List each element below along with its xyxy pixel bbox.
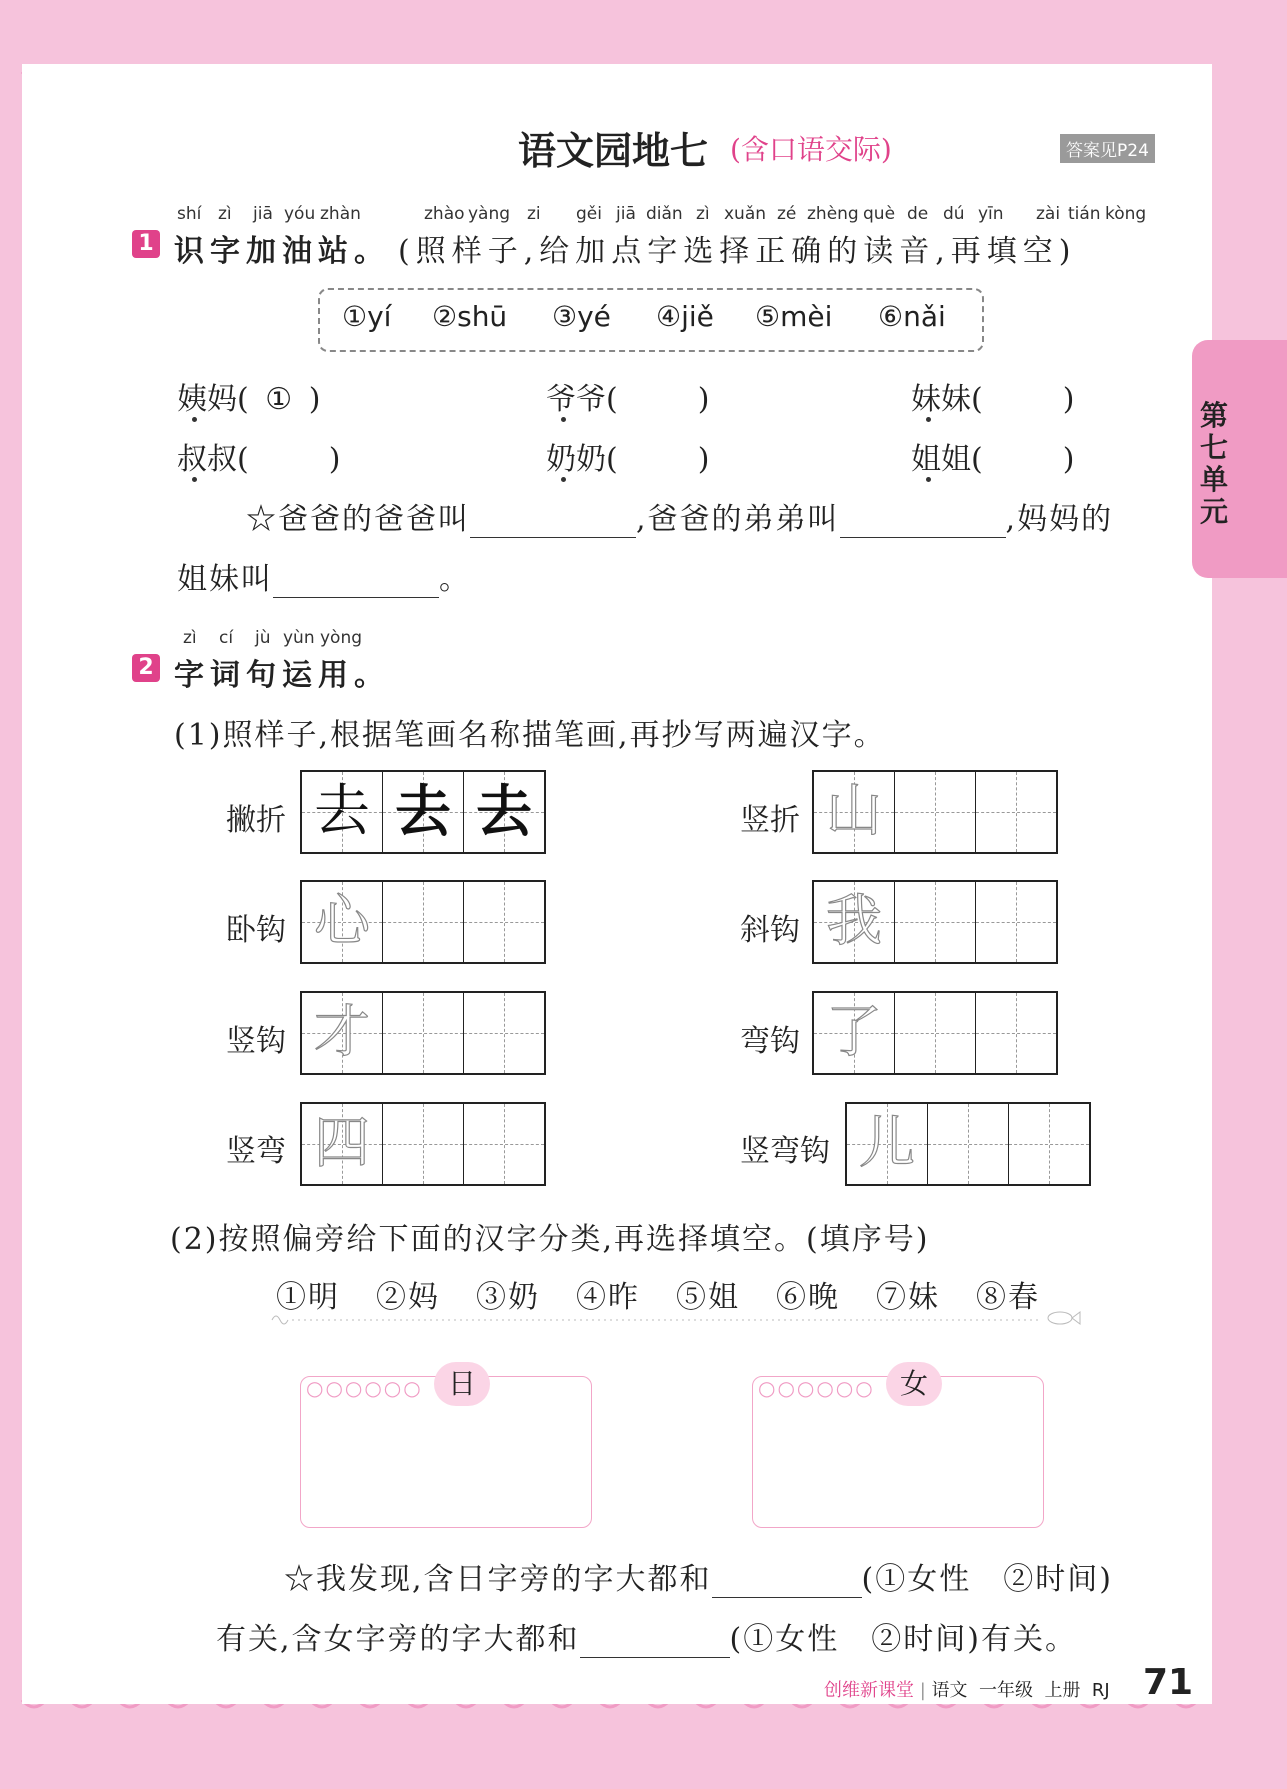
grid-cell[interactable] [895, 882, 976, 962]
question-1-instruction: (照样子,给加点字选择正确的读音,再填空) [398, 234, 1077, 269]
unit-side-tab-label: 第七单元 [1200, 399, 1229, 528]
writing-grid [300, 991, 546, 1075]
word-item: 姨妈( ① ) [177, 382, 321, 417]
pinyin: zé [777, 204, 797, 224]
writing-grid [300, 1102, 546, 1186]
char-option: ①明 [276, 1280, 340, 1315]
writing-grid [812, 770, 1058, 854]
pinyin: zì [696, 204, 710, 224]
pinyin: jiā [253, 204, 273, 224]
char-option: ③奶 [476, 1280, 540, 1315]
reading-option: ③yé [552, 300, 611, 333]
emphasis-dot [192, 477, 197, 482]
grid-cell[interactable] [464, 1104, 544, 1184]
writing-grid [300, 770, 546, 854]
decorative-bubble-dots: ○○○○○○ [306, 1376, 423, 1400]
word-item: 妹妹( ) [911, 382, 1075, 417]
reading-option: ⑥nǎi [878, 300, 946, 333]
stroke-name: 弯钩 [740, 1024, 800, 1059]
discovery-sentence: 有关,含女字旁的字大都和 (①女性 ②时间)有关。 [216, 1622, 1077, 1657]
char-option: ⑦妹 [876, 1280, 940, 1315]
grid-cell[interactable]: 去 [464, 772, 544, 852]
stroke-name: 斜钩 [740, 913, 800, 948]
grid-cell[interactable] [976, 772, 1056, 852]
question-1-heading: 识字加油站。 [174, 234, 390, 269]
fill-blank[interactable] [840, 502, 1006, 538]
grid-cell[interactable] [383, 882, 464, 962]
stroke-name: 竖钩 [226, 1024, 286, 1059]
pinyin: gěi [576, 204, 602, 224]
pinyin: què [863, 204, 896, 224]
discovery-sentence: ☆我发现,含日字旁的字大都和 (①女性 ②时间) [284, 1562, 1113, 1597]
grid-cell[interactable] [383, 993, 464, 1073]
writing-grid [845, 1102, 1091, 1186]
char-option: ⑥晚 [776, 1280, 840, 1315]
reading-option: ④jiě [656, 300, 714, 333]
stroke-name: 竖弯 [226, 1134, 286, 1169]
fill-blank[interactable] [273, 562, 439, 598]
decorative-dotted-line-with-fish-icon [262, 1306, 1082, 1328]
footer-subject: 语文 [931, 1680, 968, 1701]
grid-cell[interactable]: 山 [814, 772, 895, 852]
grid-cell[interactable] [976, 882, 1056, 962]
pinyin: zi [527, 204, 541, 224]
pinyin: xuǎn [724, 204, 767, 224]
char-option: ⑧春 [976, 1280, 1040, 1315]
grid-cell[interactable] [895, 993, 976, 1073]
grid-cell[interactable]: 了 [814, 993, 895, 1073]
fill-blank[interactable] [580, 1622, 730, 1658]
radical-badge: 女 [886, 1362, 942, 1406]
sub-question-2: (2)按照偏旁给下面的汉字分类,再选择填空。(填序号) [170, 1222, 930, 1257]
word-item: 爷爷( ) [546, 382, 710, 417]
word-item: 奶奶( ) [546, 442, 710, 477]
reading-option: ⑤mèi [755, 300, 833, 333]
emphasis-dot [561, 417, 566, 422]
radical-badge: 日 [434, 1362, 490, 1406]
question-1-number: 1 [132, 230, 160, 258]
grid-cell[interactable] [928, 1104, 1009, 1184]
pinyin: yùn [283, 628, 315, 648]
pinyin: yóu [284, 204, 316, 224]
grid-cell[interactable] [1009, 1104, 1089, 1184]
pinyin: dú [943, 204, 965, 224]
answer-reference-badge: 答案见P24 [1060, 134, 1155, 163]
grid-cell[interactable] [383, 1104, 464, 1184]
pinyin: zài [1036, 204, 1061, 224]
word-item: 姐姐( ) [911, 442, 1075, 477]
emphasis-dot [192, 417, 197, 422]
stroke-name: 撇折 [226, 803, 286, 838]
char-option: ④昨 [576, 1280, 640, 1315]
pinyin: yīn [978, 204, 1004, 224]
pinyin: jù [255, 628, 271, 648]
question-2-heading: 字词句运用。 [174, 658, 390, 693]
footer-volume: 上册 [1044, 1680, 1081, 1701]
char-option: ⑤姐 [676, 1280, 740, 1315]
fill-blank[interactable] [712, 1562, 862, 1598]
reading-option: ②shū [432, 300, 508, 333]
writing-grid [812, 991, 1058, 1075]
grid-cell[interactable]: 去 [383, 772, 464, 852]
emphasis-dot [561, 477, 566, 482]
grid-cell[interactable]: 才 [302, 993, 383, 1073]
footer-edition: RJ [1091, 1680, 1110, 1701]
grid-cell[interactable] [895, 772, 976, 852]
fill-sentence: ☆爸爸的爸爸叫 ,爸爸的弟弟叫 ,妈妈的 [246, 502, 1114, 537]
word-item: 叔叔( ) [177, 442, 341, 477]
emphasis-dot [926, 417, 931, 422]
grid-cell[interactable]: 心 [302, 882, 383, 962]
fill-sentence: 姐妹叫 。 [177, 562, 471, 597]
page-title: 语文园地七 [518, 129, 709, 173]
question-2-number: 2 [132, 654, 160, 682]
pinyin: yàng [468, 204, 511, 224]
pinyin: zhàn [320, 204, 361, 224]
char-option: ②妈 [376, 1280, 440, 1315]
decorative-bubble-dots: ○○○○○○ [758, 1376, 875, 1400]
writing-grid [300, 880, 546, 964]
pinyin: zì [183, 628, 197, 648]
footer-brand: 创维新课堂 [824, 1680, 914, 1701]
sub-question-1: (1)照样子,根据笔画名称描笔画,再抄写两遍汉字。 [174, 718, 886, 753]
grid-cell[interactable]: 我 [814, 882, 895, 962]
pinyin: yòng [320, 628, 363, 648]
pinyin: jiā [616, 204, 636, 224]
pinyin: zhèng [807, 204, 859, 224]
writing-grid [812, 880, 1058, 964]
grid-cell[interactable] [464, 882, 544, 962]
answer-blank[interactable]: ① [265, 382, 293, 417]
stroke-name: 卧钩 [226, 913, 286, 948]
page-subtitle: (含口语交际) [730, 133, 892, 166]
grid-cell[interactable]: 四 [302, 1104, 383, 1184]
footer-grade: 一年级 [979, 1680, 1033, 1701]
pinyin: shí [177, 204, 202, 224]
footer-info: 创维新课堂 | 语文 一年级 上册 RJ [824, 1680, 1110, 1701]
stroke-name: 竖弯钩 [740, 1134, 830, 1169]
pinyin: zì [218, 204, 232, 224]
stroke-name: 竖折 [740, 803, 800, 838]
grid-cell[interactable] [464, 993, 544, 1073]
fill-blank[interactable] [470, 502, 636, 538]
pinyin: diǎn [646, 204, 683, 224]
emphasis-dot [926, 477, 931, 482]
grid-cell[interactable] [976, 993, 1056, 1073]
pinyin: kòng [1105, 204, 1147, 224]
pinyin: cí [219, 628, 234, 648]
reading-option: ①yí [342, 300, 392, 333]
grid-cell[interactable]: 去 [302, 772, 383, 852]
pinyin: de [907, 204, 929, 224]
grid-cell[interactable]: 儿 [847, 1104, 928, 1184]
pinyin: zhào [424, 204, 465, 224]
page-number: 71 [1143, 1662, 1194, 1703]
pinyin: tián [1068, 204, 1101, 224]
